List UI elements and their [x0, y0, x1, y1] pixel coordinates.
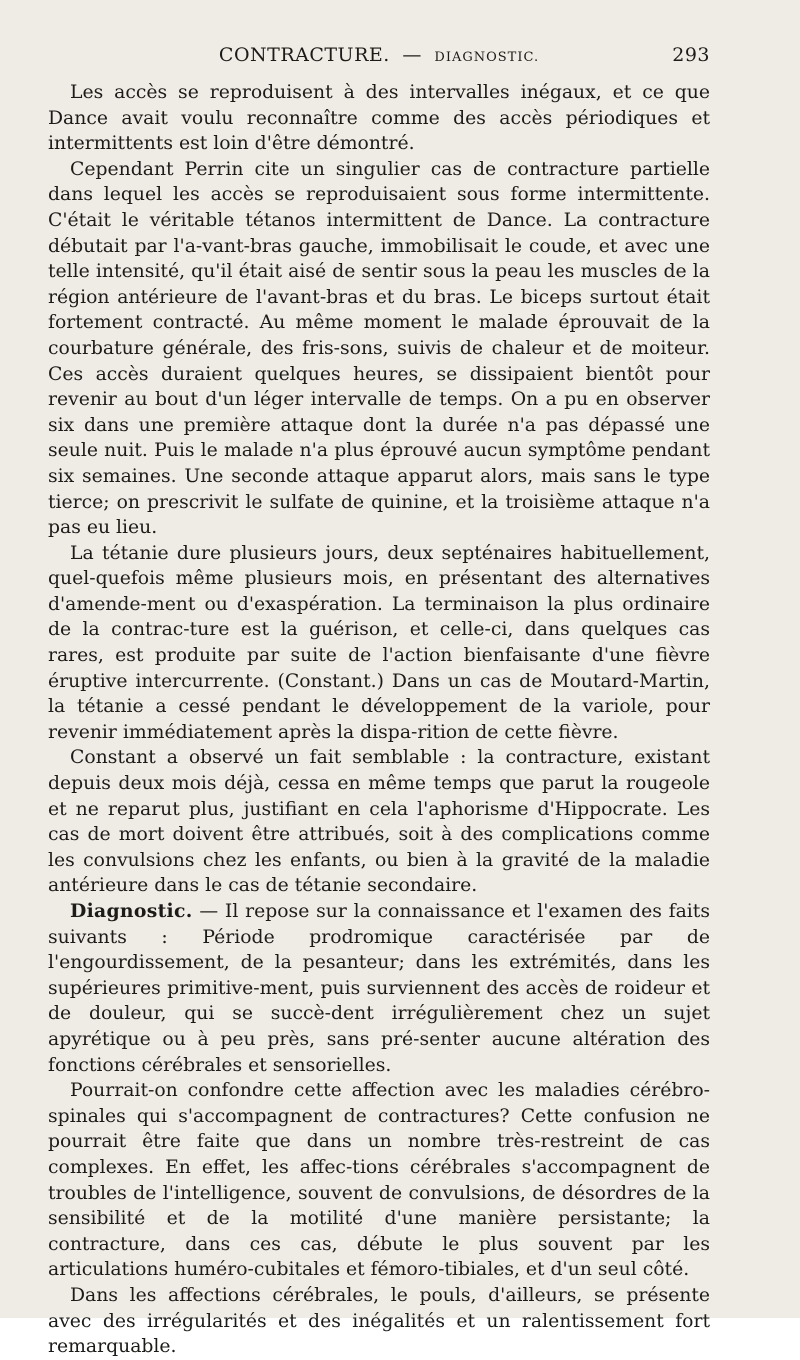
paragraph-2 [48, 157, 710, 541]
paragraph-4 [48, 745, 710, 899]
paragraph-6 [48, 1078, 710, 1283]
paragraph-3-text: La tétanie dure plusieurs jours, deux septénaires habituellement, quel-quefois même plusieurs mois, en présentant des alternatives d'amende-ment ou d'exaspération. La terminaison la plus ordinaire de la contrac-ture est la guérison, et celle-ci, dans quelques cas rares, est produite par suite de l'action bienfaisante d'une fièvre éruptive intercurrente. (Constant.) Dans un cas de Moutard-Martin, la tétanie a cessé pendant le développement de la variole, pour revenir immédiatement après la dispa-rition de cette fièvre. [48, 542, 710, 743]
section-heading-diagnostic: Diagnostic. [70, 900, 193, 922]
paragraph-2-text: Cependant Perrin cite un singulier cas de contracture partielle dans lequel les accès se reproduisaient sous forme intermittente. C'était le véritable tétanos intermittent de Dance. La contracture débutait par l'a-vant-bras gauche, immobilisait le coude, et avec une telle intensité, qu'il était aisé de sentir sous la peau les muscles de la région antérieure de l'avant-bras et du bras. Le biceps surtout était fortement contracté. Au même moment le malade éprouvait de la courbature générale, des fris-sons, suivis de chaleur et de moiteur. Ces accès duraient quelques heures, se dissipaient bientôt pour revenir au bout d'un léger intervalle de temps. On a pu en observer six dans une première attaque dont la durée n'a pas dépassé une seule nuit. Puis le malade n'a plus éprouvé aucun symptôme pendant six semaines. Une seconde attaque apparut alors, mais sans le type tierce; on prescrivit le sulfate de quinine, et la troisième attaque n'a pas eu lieu. [48, 158, 710, 539]
running-head-title: CONTRACTURE. [218, 44, 390, 66]
paragraph-5 [48, 899, 710, 1078]
page-content [48, 44, 710, 1360]
paragraph-1-text: Les accès se reproduisent à des intervalles inégaux, et ce que Dance avait voulu reconnaître comme des accès périodiques et intermittents est loin d'être démontré. [48, 82, 710, 155]
running-head-subtitle: DIAGNOSTIC. [434, 50, 540, 65]
paragraph-7-text: Dans les affections cérébrales, le pouls, d'ailleurs, se présente avec des irrégularités et des inégalités et un ralentissement fort remarquable. [48, 1284, 710, 1358]
page-number: 293 [672, 44, 710, 66]
paragraph-7 [48, 1283, 710, 1360]
paragraph-3 [48, 541, 710, 746]
paragraph-5-text: — Il repose sur la connaissance et l'examen des faits suivants : Période prodromique caractérisée par de l'engourdissement, de la pesanteur; dans les extrémités, dans les supérieures primitive-ment, puis surviennent des accès de roideur et de douleur, qui se succè-dent irrégulièrement chez un sujet apyrétique ou à peu près, sans pré-senter aucune altération des fonctions cérébrales et sensorielles. [48, 901, 710, 1076]
paragraph-4-text: Constant a observé un fait semblable : la contracture, existant depuis deux mois déjà, cessa en même temps que parut la rougeole et ne reparut plus, justifiant en cela l'aphorisme d'Hippocrate. Les cas de mort doivent être attribués, soit à des complications comme les convulsions chez les enfants, ou bien à la gravité de la maladie antérieure dans le cas de tétanie secondaire. [48, 747, 710, 897]
paragraph-6-text: Pourrait-on confondre cette affection avec les maladies cérébro-spinales qui s'accompagnent de contractures? Cette confusion ne pourrait être faite que dans un nombre très-restreint de cas complexes. En effet, les affec-tions cérébrales s'accompagnent de troubles de l'intelligence, souvent de convulsions, de désordres de la sensibilité et de la motilité d'une manière persistante; la contracture, dans ces cas, débute le plus souvent par les articulations huméro-cubitales et fémoro-tibiales, et d'un seul côté. [48, 1080, 710, 1281]
running-head [48, 44, 710, 80]
running-head-separator: — [402, 44, 422, 66]
paragraph-1 [48, 80, 710, 157]
